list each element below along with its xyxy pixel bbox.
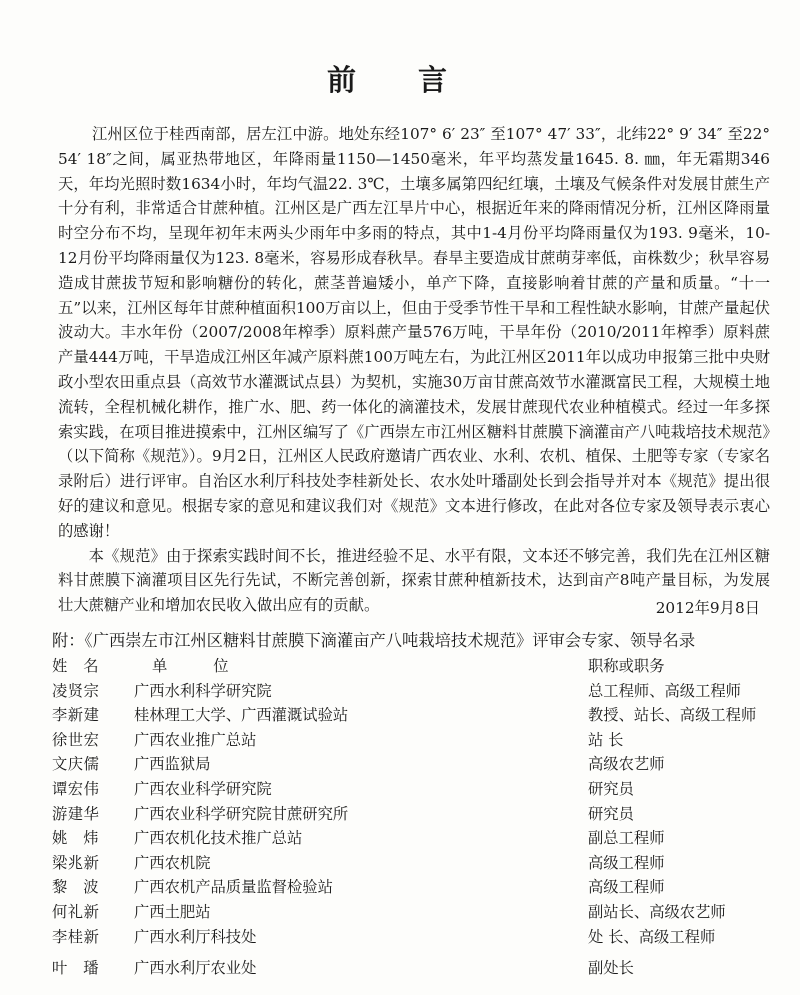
page-title: 前 言	[326, 63, 474, 97]
preface-paragraph	[58, 122, 770, 544]
table-row	[52, 703, 772, 728]
expert-title: 站 长	[588, 730, 624, 749]
appendix-title: 附：《广西崇左市江州区糖料甘蔗膜下滴灌亩产八吨栽培技术规范》评审会专家、领导名录	[52, 631, 696, 650]
expert-name: 凌贤宗	[52, 681, 100, 700]
document-date: 2012年9月8日	[655, 599, 760, 617]
expert-name: 黎波	[52, 878, 115, 897]
header-unit: 单位	[152, 657, 275, 675]
expert-unit: 广西农机化技术推广总站	[134, 829, 303, 848]
preface-paragraph: 本《规范》由于探索实践时间不长，推进经验不足、水平有限，文本还不够完善，我们先在江州区糖料甘蔗膜下滴灌项目区先行先试，不断完善创新，探索甘蔗种植新技术，达到亩产8吨产量目标，为发展壮大蔗糖产业和增加农民收入做出应有的贡献。	[58, 546, 770, 615]
expert-unit: 广西农机院	[134, 853, 211, 872]
expert-unit: 广西监狱局	[134, 755, 211, 774]
expert-title: 高级工程师	[588, 878, 665, 897]
expert-name: 文庆儒	[52, 755, 100, 774]
expert-title: 处 长、高级工程师	[588, 927, 716, 946]
table-row	[52, 900, 772, 925]
table-row	[52, 851, 772, 876]
expert-name: 游建华	[52, 804, 100, 823]
table-row	[52, 925, 772, 950]
expert-name: 叶璠	[52, 959, 115, 978]
expert-unit: 广西土肥站	[134, 902, 211, 921]
table-row	[52, 752, 772, 777]
table-row	[52, 956, 772, 981]
expert-title: 教授、站长、高级工程师	[588, 706, 757, 725]
expert-name: 李桂新	[52, 927, 100, 946]
table-header-row	[52, 654, 772, 679]
expert-unit: 广西农业科学研究院甘蔗研究所	[134, 804, 349, 823]
expert-title: 研究员	[588, 804, 634, 823]
table-row	[52, 777, 772, 802]
expert-title: 副总工程师	[588, 829, 665, 848]
header-name: 姓名	[52, 657, 115, 675]
expert-name: 谭宏伟	[52, 779, 100, 798]
table-row	[52, 728, 772, 753]
expert-title: 高级农艺师	[588, 755, 665, 774]
expert-unit: 桂林理工大学、广西灌溉试验站	[134, 706, 349, 725]
paragraph-text: 江州区位于桂西南部，居左江中游。地处东经107° 6′ 23″ 至107° 47′ 33″，北纬22° 9′ 34″ 至22° 54′ 18″之间，属亚热带地区，年降雨量1150—1450毫米，年平均蒸发量1645. 8. ㎜，年无霜期346天，年均光照时数1634小时，年均气温22. 3℃，土壤多属第四纪红壤，土壤及气候条件对发展甘蔗生产十分有利，非常适合甘蔗种植。江州区是广西左江旱片中心，根据近年来的降雨情况分析，江州区降雨量时空分布不均，呈现年初年末两头少雨年中多雨的特点，其中1-4月份平均降雨量仅为193. 9毫米，10-12月份平均降雨量仅为123. 8毫米，容易形成春秋旱。春旱主要造成甘蔗萌芽率低，亩株数少；秋旱容易造成甘蔗拔节短和影响糖份的转化，蔗茎普遍矮小，单产下降，直接影响着甘蔗的产量和质量。“十一五”以来，江州区每年甘蔗种植面积100万亩以上，但由于受季节性干旱和工程性缺水影响，甘蔗产量起伏波动大。丰水年份（2007/2008年榨季）原料蔗产量576万吨，干旱年份（2010/2011年榨季）原料蔗产量444万吨，干旱造成江州区年减产原料蔗100万吨左右，为此江州区2011年以成功申报第三批中央财政小型农田重点县（高效节水灌溉试点县）为契机，实施30万亩甘蔗高效节水灌溉富民工程，大规模土地流转，全程机械化耕作，推广水、肥、药一体化的滴灌技术，发展甘蔗现代农业种植模式。经过一年多探索实践，在项目推进摸索中，江州区编写了《广西崇左市江州区糖料甘蔗膜下滴灌亩产八吨栽培技术规范》（以下简称《规范》）。9月2日，江州区人民政府邀请广西农业、水利、农机、植保、土肥等专家（专家名录附后）进行评审。自治区水利厅科技处李桂新处长、农水处叶璠副处长到会指导并对本《规范》提出很好的建议和意见。根据专家的意见和建议我们对《规范》文本进行修改，在此对各位专家及领导表示衷心的感谢！	[58, 125, 770, 540]
expert-unit: 广西农业推广总站	[134, 730, 257, 749]
expert-name: 李新建	[52, 706, 100, 725]
table-row	[52, 679, 772, 704]
expert-name: 徐世宏	[52, 730, 100, 749]
expert-unit: 广西水利厅科技处	[134, 927, 257, 946]
expert-list-table	[52, 654, 772, 981]
expert-name: 何礼新	[52, 902, 100, 921]
preface-body	[58, 122, 770, 618]
expert-unit: 广西水利科学研究院	[134, 681, 272, 700]
expert-title: 研究员	[588, 779, 634, 798]
expert-unit: 广西农业科学研究院	[134, 779, 272, 798]
header-title: 职称或职务	[588, 657, 665, 675]
expert-title: 副处长	[588, 959, 634, 978]
expert-unit: 广西水利厅农业处	[134, 959, 257, 978]
expert-title: 总工程师、高级工程师	[588, 681, 741, 700]
table-row	[52, 802, 772, 827]
expert-unit: 广西农机产品质量监督检验站	[134, 878, 333, 897]
expert-title: 高级工程师	[588, 853, 665, 872]
expert-title: 副站长、高级农艺师	[588, 902, 726, 921]
expert-name: 梁兆新	[52, 853, 100, 872]
table-row	[52, 826, 772, 851]
table-row	[52, 875, 772, 900]
expert-name: 姚炜	[52, 829, 115, 848]
